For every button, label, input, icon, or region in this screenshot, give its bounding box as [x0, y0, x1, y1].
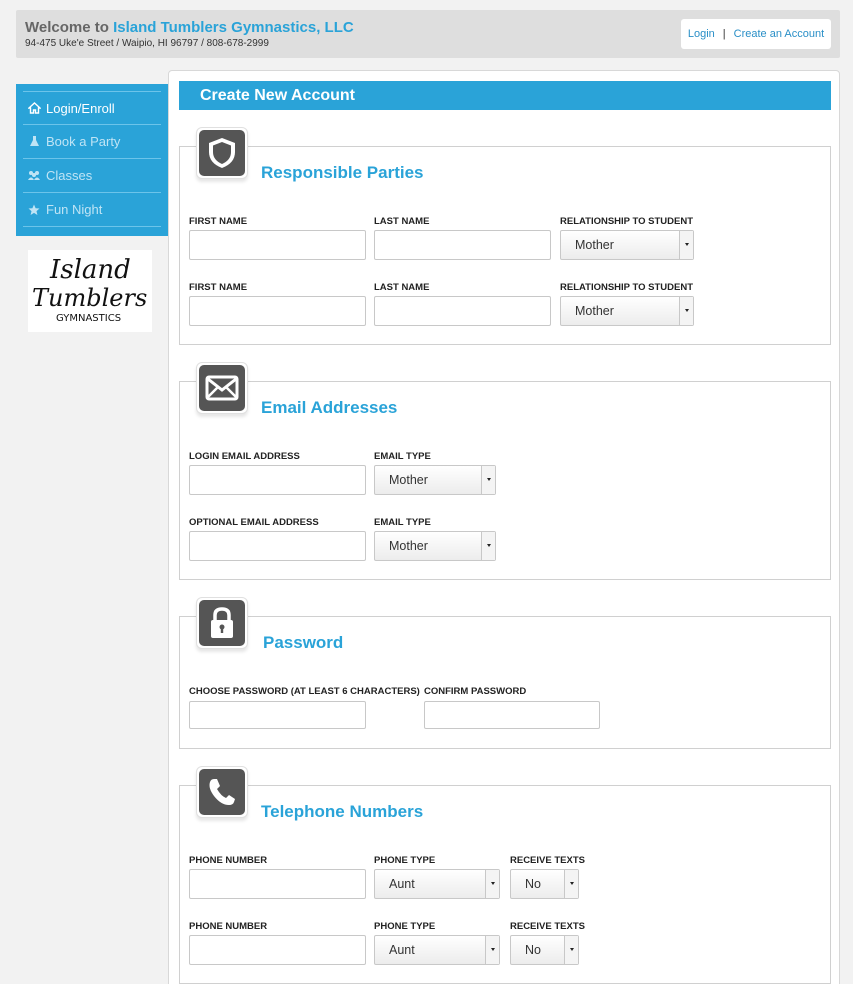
phone-type-label: PHONE TYPE: [374, 855, 436, 866]
chevron-down-icon: [485, 936, 499, 964]
sidebar-item-label: Book a Party: [46, 134, 121, 149]
email-addresses-section: [179, 381, 831, 580]
last-name-label: LAST NAME: [374, 282, 430, 293]
email-type-label: EMAIL TYPE: [374, 451, 431, 462]
optional-email-label: OPTIONAL EMAIL ADDRESS: [189, 517, 319, 528]
sidebar-item-book-party[interactable]: [23, 125, 161, 159]
select-value: Mother: [389, 473, 428, 487]
email-type-label: EMAIL TYPE: [374, 517, 431, 528]
phone-icon: [196, 766, 248, 818]
password-input[interactable]: [189, 701, 366, 729]
create-account-link[interactable]: Create an Account: [733, 28, 825, 40]
sidebar-item-login-enroll[interactable]: [23, 91, 161, 125]
chevron-down-icon: [481, 532, 495, 560]
select-value: Mother: [389, 539, 428, 553]
sidebar-item-label: Fun Night: [46, 202, 103, 217]
phone-type-label: PHONE TYPE: [374, 921, 436, 932]
login-email-label: LOGIN EMAIL ADDRESS: [189, 451, 300, 462]
choose-password-label: CHOOSE PASSWORD (AT LEAST 6 CHARACTERS): [189, 686, 420, 697]
star-icon: [27, 203, 41, 217]
relationship-label: RELATIONSHIP TO STUDENT: [560, 216, 694, 227]
email-type-select-2[interactable]: [374, 531, 496, 561]
sidebar-item-classes[interactable]: [23, 159, 161, 193]
chevron-down-icon: [564, 936, 578, 964]
first-name-input-1[interactable]: [189, 230, 366, 260]
receive-texts-select-1[interactable]: [510, 869, 579, 899]
chevron-down-icon: [485, 870, 499, 898]
login-link[interactable]: Login: [687, 28, 715, 40]
chevron-down-icon: [679, 231, 693, 259]
phone-type-select-2[interactable]: [374, 935, 500, 965]
sidebar-item-label: Login/Enroll: [46, 100, 115, 116]
select-value: No: [525, 943, 541, 957]
chevron-down-icon: [481, 466, 495, 494]
create-account-panel: [168, 70, 840, 984]
group-icon: [27, 169, 41, 183]
responsible-parties-section: [179, 146, 831, 345]
section-title: Responsible Parties: [261, 163, 424, 182]
section-title: Password: [263, 633, 344, 652]
welcome-text: [25, 19, 354, 36]
business-address: 94-475 Uke'e Street / Waipio, HI 96797 / 808-678-2999: [25, 38, 269, 49]
auth-separator: |: [722, 28, 726, 40]
receive-texts-select-2[interactable]: [510, 935, 579, 965]
password-section: [179, 616, 831, 749]
auth-links: [681, 19, 831, 49]
last-name-input-1[interactable]: [374, 230, 551, 260]
first-name-label: FIRST NAME: [189, 282, 248, 293]
first-name-label: FIRST NAME: [189, 216, 248, 227]
receive-texts-label: RECEIVE TEXTS: [510, 855, 585, 866]
section-title: Telephone Numbers: [261, 802, 424, 821]
last-name-input-2[interactable]: [374, 296, 551, 326]
relationship-select-1[interactable]: [560, 230, 694, 260]
phone-number-label: PHONE NUMBER: [189, 855, 268, 866]
chevron-down-icon: [679, 297, 693, 325]
sidebar-item-label: Classes: [46, 168, 93, 183]
optional-email-input[interactable]: [189, 531, 366, 561]
welcome-prefix: Welcome to: [25, 19, 109, 36]
home-icon: [27, 101, 41, 115]
confirm-password-input[interactable]: [424, 701, 600, 729]
envelope-icon: [196, 362, 248, 414]
page-title: Create New Account: [179, 81, 831, 110]
business-name: Island Tumblers Gymnastics, LLC: [113, 19, 354, 36]
chevron-down-icon: [564, 870, 578, 898]
lock-icon: [196, 597, 248, 649]
logo-line-2: Tumblers: [32, 284, 148, 312]
relationship-label: RELATIONSHIP TO STUDENT: [560, 282, 694, 293]
logo-line-3: GYMNASTICS: [56, 313, 122, 324]
confirm-password-label: CONFIRM PASSWORD: [424, 686, 527, 697]
shield-icon: [196, 127, 248, 179]
select-value: Aunt: [389, 943, 415, 957]
sidebar-item-fun-night[interactable]: [23, 193, 161, 227]
site-header: [16, 10, 840, 58]
login-email-input[interactable]: [189, 465, 366, 495]
telephone-numbers-section: [179, 785, 831, 984]
sidebar-nav: [16, 84, 168, 236]
phone-number-input-2[interactable]: [189, 935, 366, 965]
select-value: Mother: [575, 304, 614, 318]
first-name-input-2[interactable]: [189, 296, 366, 326]
relationship-select-2[interactable]: [560, 296, 694, 326]
email-type-select-1[interactable]: [374, 465, 496, 495]
last-name-label: LAST NAME: [374, 216, 430, 227]
select-value: Mother: [575, 238, 614, 252]
receive-texts-label: RECEIVE TEXTS: [510, 921, 585, 932]
select-value: Aunt: [389, 877, 415, 891]
flask-icon: [27, 135, 41, 149]
logo-line-1: Island: [50, 255, 131, 285]
section-title: Email Addresses: [261, 398, 398, 417]
select-value: No: [525, 877, 541, 891]
island-tumblers-logo: [28, 250, 152, 332]
phone-number-label: PHONE NUMBER: [189, 921, 268, 932]
phone-type-select-1[interactable]: [374, 869, 500, 899]
phone-number-input-1[interactable]: [189, 869, 366, 899]
